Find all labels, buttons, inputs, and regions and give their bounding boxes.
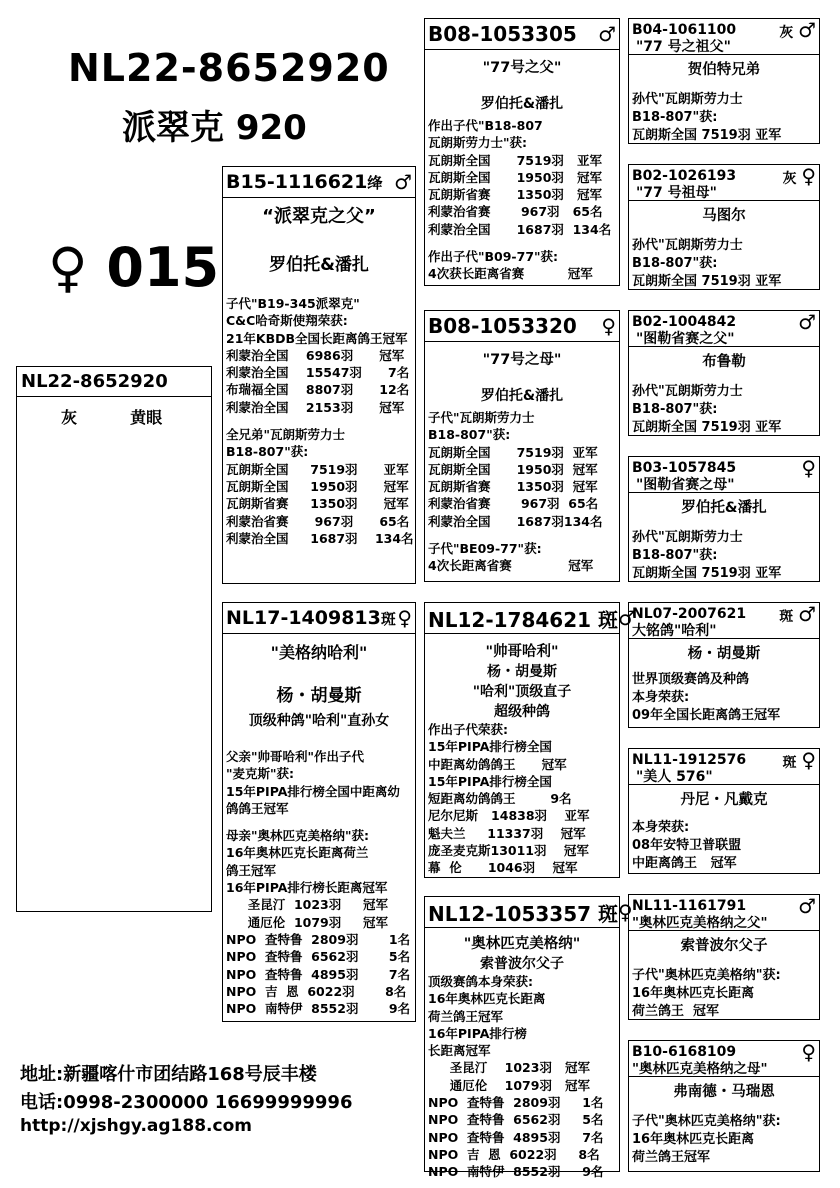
record-line: 瓦朗斯全国 1950羽 冠军: [428, 461, 598, 477]
sire-color: 绛: [367, 174, 383, 192]
dsd-header: [629, 749, 819, 784]
dsd-owner: 丹尼・凡戴克: [629, 784, 819, 809]
sire-sire-sire-box: [628, 18, 820, 144]
sss-color: 灰: [779, 25, 794, 41]
record-line: 鸽王冠军: [226, 862, 277, 878]
record-line: 利蒙治全国 1687羽 134名: [428, 221, 612, 237]
record-line: NPO 查特鲁 6562羽 5名: [428, 1112, 604, 1128]
record-line: B18-807"获:: [632, 256, 718, 271]
record-line: 4次获长距离省赛 冠军: [428, 266, 593, 282]
sds-record: [629, 383, 819, 437]
ssd-record: [629, 237, 819, 291]
dsd-color: 斑: [782, 755, 797, 771]
record-line: B18-807"获:: [632, 110, 718, 125]
record-line: 16年奥林匹克长距离荷兰: [226, 845, 369, 861]
record-line: 08年安特卫普联盟: [632, 838, 742, 853]
record-line: 瓦朗斯全国 7519羽 亚军: [428, 444, 598, 460]
dam-header: [223, 603, 415, 634]
sds-header: [629, 311, 819, 346]
record-line: 父亲"帅哥哈利"作出子代: [226, 749, 365, 764]
record-line: 瓦朗斯全国 1950羽 冠军: [226, 478, 409, 494]
footer-url[interactable]: http://xjshgy.ag188.com: [20, 1116, 252, 1136]
sire-sire-ring: B08-1053305: [428, 22, 577, 46]
record-line: 魁夫兰 11337羽 冠军: [428, 825, 586, 841]
sds-ring: B02-1004842: [632, 314, 737, 330]
record-line: 16年奥林匹克长距离: [632, 986, 755, 1001]
record-line: 16年奥林匹克长距离: [428, 991, 546, 1007]
dam-dam-dam-box: [628, 1040, 820, 1172]
record-line: 瓦朗斯全国 7519羽 亚军: [632, 128, 782, 143]
record-line: 本身荣获:: [632, 690, 690, 705]
record-line: 瓦朗斯全国 7519羽 亚军: [226, 461, 409, 477]
record-line: 利蒙治全国 1687羽 134名: [226, 530, 414, 546]
dam-sire-header: [425, 603, 636, 634]
sdd-header: [629, 457, 819, 492]
record-line: 布瑞福全国 8807羽 12名: [226, 382, 410, 398]
record-line: 16年PIPA排行榜长距离冠军: [226, 880, 388, 896]
sire-header: [223, 167, 415, 198]
ddd-owner: 弗南德・马瑞恩: [629, 1076, 819, 1101]
record-line: 利蒙治全国 6986羽 冠军: [226, 347, 405, 363]
record-line: 15年PIPA排行榜全国: [428, 739, 552, 755]
dam-sire-ring: NL12-1784621: [428, 607, 592, 632]
ddd-record: [629, 1113, 819, 1167]
subject-color: 灰: [61, 408, 78, 427]
record-line: 孙代"瓦朗斯劳力士: [632, 384, 743, 399]
record-line: 孙代"瓦朗斯劳力士: [632, 238, 743, 253]
sire-sire-owner: 罗伯托&潘扎: [480, 96, 564, 112]
male-icon: ♂: [598, 22, 616, 46]
record-line: 尼尔尼斯 14838羽 亚军: [428, 808, 590, 824]
record-line: 15年PIPA排行榜全国中距离幼: [226, 783, 400, 799]
sire-dam-owner: 罗伯托&潘扎: [480, 388, 564, 404]
record-line: B18-807"获:: [632, 548, 718, 563]
sire-dam-dam-box: [628, 456, 820, 582]
record-line: 世界顶级赛鸽及种鸽: [632, 672, 750, 687]
record-line: 荷兰鸽王冠军: [632, 1150, 711, 1165]
record-line: 子代"奥林匹克美格纳"获:: [632, 1114, 781, 1129]
sire-sire-record: [425, 117, 619, 283]
dss-color: 斑: [779, 609, 794, 625]
record-line: NPO 吉 恩 6022羽 8名: [226, 983, 407, 999]
sire-sire-dam-box: [628, 164, 820, 290]
male-icon: ♂: [394, 170, 412, 194]
record-line: 子代"瓦朗斯劳力士: [428, 410, 535, 425]
sire-dam-header: [425, 311, 619, 342]
record-line: 中距离鸽王 冠军: [632, 856, 737, 871]
record-line: 利蒙治省赛 967羽 65名: [428, 204, 603, 220]
record-line: C&C哈奇斯使翔荣获:: [226, 313, 348, 329]
dam-owner-note: 顶级种鸽"哈利"直孙女: [248, 713, 390, 729]
record-line: B18-807"获:: [428, 427, 511, 443]
record-line: 顶级赛鸽本身荣获:: [428, 974, 533, 989]
pigeon-name-title: 派翠克 920: [122, 108, 307, 148]
male-icon: ♂: [618, 606, 636, 630]
dam-dam-record: [425, 973, 619, 1181]
record-line: 瓦朗斯省赛 1350羽 冠军: [428, 187, 602, 203]
record-line: 幕 伦 1046羽 冠军: [428, 860, 578, 876]
record-line: 全兄弟"瓦朗斯劳力士: [226, 427, 346, 443]
record-line: 通厄伦 1079羽 冠军: [226, 914, 389, 930]
sire-nickname: “派翠克之父”: [262, 206, 376, 227]
male-icon: ♂: [798, 894, 816, 918]
subject-eye: 黄眼: [130, 408, 163, 427]
dam-dam-color: 斑: [598, 901, 618, 926]
dsd-nickname: "美人 576": [636, 769, 713, 785]
dss-ring: NL07-2007621: [632, 606, 747, 622]
record-line: NPO 南特伊 8552羽 9名: [428, 1164, 604, 1180]
sire-sire-nickname: "77号之父": [482, 60, 562, 76]
dam-sire-nickname: "帅哥哈利": [485, 644, 559, 660]
record-line: 荷兰鸽王 冠军: [632, 1004, 720, 1019]
sss-ring: B04-1061100: [632, 22, 737, 38]
sire-sire-box: [424, 18, 620, 286]
dam-nickname: "美格纳哈利": [270, 643, 368, 662]
ddd-header: [629, 1041, 819, 1076]
dam-sire-owner-3: 超级种鸽: [494, 704, 550, 720]
record-line: 利蒙治省赛 967羽 65名: [226, 513, 410, 529]
dam-sire-record: [425, 721, 619, 877]
dam-ring: NL17-1409813: [226, 607, 381, 629]
dds-ring: NL11-1161791: [632, 898, 747, 914]
dsd-ring: NL11-1912576: [632, 752, 747, 768]
female-icon: ♀: [801, 456, 816, 480]
record-line: NPO 南特伊 8552羽 9名: [226, 1001, 411, 1017]
dam-sire-owner-1: 杨・胡曼斯: [487, 664, 557, 680]
record-line: "麦克斯"获:: [226, 766, 295, 782]
male-icon: ♂: [798, 602, 816, 626]
sire-sire-header: [425, 19, 619, 50]
dam-sire-sire-box: [628, 602, 820, 728]
sdd-owner: 罗伯托&潘扎: [629, 492, 819, 517]
sire-dam-nickname: "77号之母": [482, 352, 562, 368]
record-line: 瓦朗斯劳力士"获:: [428, 135, 528, 151]
dam-dam-box: [424, 896, 633, 1180]
sdd-ring: B03-1057845: [632, 460, 737, 476]
subject-box: [16, 366, 212, 912]
record-line: 作出子代荣获:: [428, 722, 508, 737]
sss-header: [629, 19, 819, 54]
record-line: 圣昆汀 1023羽 冠军: [428, 1060, 591, 1076]
dam-owner: 杨・胡曼斯: [276, 686, 362, 706]
record-line: 4次长距离省赛 冠军: [428, 558, 594, 574]
dam-dam-owner: 索普波尔父子: [480, 956, 564, 972]
sire-dam-sire-box: [628, 310, 820, 436]
female-icon: ♀: [618, 900, 633, 924]
sire-ring: B15-1116621: [226, 171, 368, 193]
ddd-nickname: "奥林匹克美格纳之母": [632, 1061, 768, 1077]
pigeon-number: 015: [106, 236, 220, 299]
record-line: 孙代"瓦朗斯劳力士: [632, 530, 743, 545]
dam-color: 斑: [380, 610, 396, 628]
sire-owner: 罗伯托&潘扎: [269, 255, 369, 275]
pigeon-sex-number: [48, 236, 219, 299]
record-line: 庞圣麦克斯13011羽 冠军: [428, 843, 589, 859]
male-icon: ♂: [798, 310, 816, 334]
dam-dam-sire-box: [628, 894, 820, 1020]
record-line: 作出子代"B18-807: [428, 118, 543, 133]
male-icon: ♂: [798, 18, 816, 42]
record-line: 孙代"瓦朗斯劳力士: [632, 92, 743, 107]
ssd-nickname: "77 号祖母": [636, 185, 717, 201]
female-symbol: ♀: [48, 236, 88, 299]
record-line: 作出子代"B09-77"获:: [428, 249, 559, 265]
sdd-record: [629, 529, 819, 583]
dam-box: [222, 602, 416, 1022]
female-icon: ♀: [801, 1040, 816, 1064]
record-line: 子代"奥林匹克美格纳"获:: [632, 968, 781, 983]
dss-header: [629, 603, 819, 638]
dds-nickname: "奥林匹克美格纳之父": [632, 915, 768, 931]
record-line: 瓦朗斯全国 7519羽 亚军: [632, 566, 782, 581]
record-line: 鸽鸽王冠军: [226, 800, 289, 816]
record-line: 瓦朗斯全国 7519羽 亚军: [632, 274, 782, 289]
record-line: [223, 416, 415, 426]
record-line: 长距离冠军: [428, 1043, 491, 1059]
record-line: 子代"BE09-77"获:: [428, 541, 542, 557]
record-line: 子代"B19-345派翠克": [226, 296, 360, 311]
sds-nickname: "图勒省赛之父": [636, 331, 735, 347]
sss-nickname: "77 号之祖父": [636, 39, 731, 55]
dam-dam-ring: NL12-1053357: [428, 901, 592, 926]
record-line: 利蒙治全国 15547羽 7名: [226, 365, 410, 381]
record-line: 21年KBDB全国长距离鸽王冠军: [226, 330, 408, 346]
record-line: 16年奥林匹克长距离: [632, 1132, 755, 1147]
footer-phone: 电话:0998-2300000 16699999996: [20, 1092, 353, 1113]
dam-dam-header: [425, 897, 633, 928]
dam-record: [223, 748, 415, 1017]
record-line: [425, 238, 619, 248]
record-line: NPO 查特鲁 6562羽 5名: [226, 949, 411, 965]
record-line: 利蒙治省赛 967羽 65名: [428, 496, 599, 512]
dds-record: [629, 967, 819, 1021]
sss-record: [629, 91, 819, 145]
dss-nickname: 大铭鸽"哈利": [632, 623, 717, 639]
dam-sire-owner-2: "哈利"顶级直子: [472, 684, 572, 700]
female-icon: ♀: [601, 314, 616, 338]
ssd-ring: B02-1026193: [632, 168, 737, 184]
record-line: 母亲"奥林匹克美格纳"获:: [226, 828, 370, 844]
record-line: 利蒙治全国 2153羽 冠军: [226, 399, 405, 415]
record-line: 16年PIPA排行榜: [428, 1025, 527, 1041]
record-line: 利蒙治全国 1687羽134名: [428, 513, 603, 529]
ssd-color: 灰: [782, 171, 797, 187]
dam-sire-dam-box: [628, 748, 820, 874]
sss-owner: 贺伯特兄弟: [629, 54, 819, 79]
ssd-owner: 马图尔: [629, 200, 819, 225]
dam-dam-nickname: "奥林匹克美格纳": [463, 936, 581, 952]
sire-record: [223, 295, 415, 547]
pedigree-ring-title: NL22-8652920: [68, 46, 390, 90]
record-line: 荷兰鸽王冠军: [428, 1008, 504, 1024]
record-line: B18-807"获:: [632, 402, 718, 417]
record-line: [223, 817, 415, 827]
record-line: 瓦朗斯省赛 1350羽 冠军: [226, 496, 409, 512]
record-line: NPO 吉 恩 6022羽 8名: [428, 1146, 600, 1162]
record-line: 瓦朗斯全国 7519羽 亚军: [632, 420, 782, 435]
record-line: B18-807"获:: [226, 444, 309, 460]
record-line: 本身荣获:: [632, 820, 690, 835]
dss-owner: 杨・胡曼斯: [629, 638, 819, 663]
record-line: 瓦朗斯省赛 1350羽 冠军: [428, 479, 598, 495]
dds-owner: 索普波尔父子: [629, 930, 819, 955]
record-line: 瓦朗斯全国 7519羽 亚军: [428, 152, 602, 168]
female-icon: ♀: [801, 164, 816, 188]
record-line: 15年PIPA排行榜全国: [428, 773, 552, 789]
record-line: NPO 查特鲁 4895羽 7名: [428, 1129, 604, 1145]
record-line: 09年全国长距离鸽王冠军: [632, 708, 781, 723]
dss-record: [629, 671, 819, 725]
record-line: 中距离幼鸽鸽王 冠军: [428, 756, 567, 772]
footer-address: 地址:新疆喀什市团结路168号辰丰楼: [20, 1064, 317, 1085]
sire-dam-record: [425, 409, 619, 575]
dds-header: [629, 895, 819, 930]
female-icon: ♀: [397, 606, 412, 630]
record-line: NPO 查特鲁 2809羽 1名: [428, 1095, 604, 1111]
dam-sire-color: 斑: [598, 607, 618, 632]
sdd-nickname: "图勒省赛之母": [636, 477, 735, 493]
record-line: 圣昆汀 1023羽 冠军: [226, 897, 389, 913]
dsd-record: [629, 819, 819, 873]
record-line: 通厄伦 1079羽 冠军: [428, 1077, 591, 1093]
subject-attributes: [17, 397, 211, 428]
record-line: 短距离幼鸽鸽王 9名: [428, 791, 572, 807]
sire-dam-box: [424, 310, 620, 582]
dam-sire-box: [424, 602, 636, 878]
sds-owner: 布鲁勒: [629, 346, 819, 371]
sire-box: [222, 166, 416, 584]
female-icon: ♀: [801, 748, 816, 772]
ssd-header: [629, 165, 819, 200]
sire-dam-ring: B08-1053320: [428, 314, 577, 338]
record-line: NPO 查特鲁 2809羽 1名: [226, 931, 411, 947]
record-line: NPO 查特鲁 4895羽 7名: [226, 966, 411, 982]
record-line: 瓦朗斯全国 1950羽 冠军: [428, 169, 602, 185]
record-line: [425, 530, 619, 540]
subject-ring: NL22-8652920: [17, 367, 211, 397]
ddd-ring: B10-6168109: [632, 1044, 737, 1060]
